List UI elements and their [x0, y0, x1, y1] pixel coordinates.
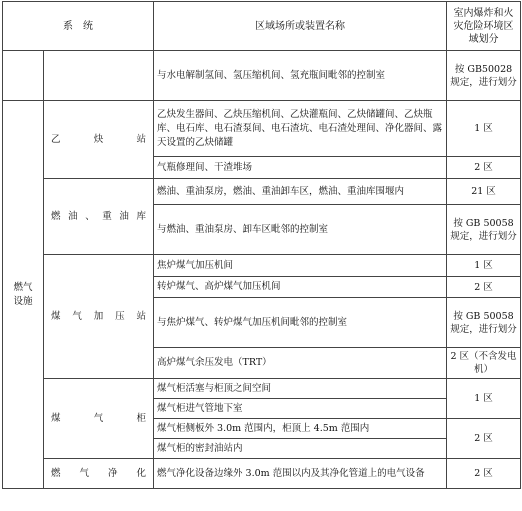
- subsystem-char: 、: [85, 210, 95, 222]
- zone-cell: 2 区: [447, 419, 521, 459]
- subsystem-gas-pressure-station: [44, 255, 154, 379]
- subsystem-char: 燃: [51, 210, 61, 222]
- gas-facility-label-line1: 燃气: [13, 281, 33, 293]
- table-header-row: [3, 2, 521, 51]
- subsystem-char: 乙: [51, 133, 61, 145]
- subsystem-char: 油: [68, 210, 78, 222]
- subsystem-char: 站: [136, 133, 146, 145]
- subsystem-char: 站: [136, 310, 146, 322]
- area-cell: 煤气柜进气管地下室: [154, 399, 447, 419]
- gas-facility-label-line2: 设施: [13, 295, 33, 307]
- subsystem-char: 净: [107, 467, 118, 479]
- subsystem-char: 气: [72, 310, 82, 322]
- subsystem-char: 重: [102, 210, 112, 222]
- zone-cell: 2 区: [447, 157, 521, 179]
- area-cell: 与燃油、重油泵房、卸车区毗邻的控制室: [154, 205, 447, 255]
- zone-cell: 1 区: [447, 379, 521, 419]
- subsystem-char: 油: [119, 210, 129, 222]
- area-cell: 气瓶修理间、干渣堆场: [154, 157, 447, 179]
- table-row: [3, 51, 521, 101]
- subsystem-char: 加: [93, 310, 104, 322]
- area-cell: 煤气柜活塞与柜顶之间空间: [154, 379, 447, 399]
- subsystem-cell-empty: [44, 51, 154, 101]
- table-row: [3, 459, 521, 489]
- subsystem-char: 化: [136, 467, 146, 479]
- subsystem-char: 库: [136, 210, 146, 222]
- area-cell: 燃气净化设备边缘外 3.0m 范围以内及其净化管道上的电气设备: [154, 459, 447, 489]
- zone-cell: 按 GB50028 规定，进行划分: [447, 51, 521, 101]
- zone-cell: 2 区: [447, 277, 521, 298]
- zone-cell: 按 GB 50058 规定，进行划分: [447, 205, 521, 255]
- zone-cell: 21 区: [447, 179, 521, 205]
- header-system: 系 统: [3, 2, 154, 51]
- area-cell: 与焦炉煤气、转炉煤气加压机间毗邻的控制室: [154, 298, 447, 348]
- subsystem-oil-depot: [44, 179, 154, 255]
- area-cell: 转炉煤气、高炉煤气加压机间: [154, 277, 447, 298]
- subsystem-char: 炔: [93, 133, 104, 145]
- subsystem-gas-purification: [44, 459, 154, 489]
- subsystem-acetylene: [44, 101, 154, 179]
- zone-cell: 2 区: [447, 459, 521, 489]
- zone-cell: 按 GB 50058 规定，进行划分: [447, 298, 521, 348]
- area-cell: 燃油、重油泵房，燃油、重油卸车区，燃油、重油库围堰内: [154, 179, 447, 205]
- header-area: 区域场所或装置名称: [154, 2, 447, 51]
- subsystem-char: 燃: [51, 467, 61, 479]
- area-cell: 高炉煤气余压发电（TRT）: [154, 348, 447, 379]
- table-row: [3, 255, 521, 277]
- zone-cell: 1 区: [447, 101, 521, 157]
- subsystem-char: 气: [79, 467, 89, 479]
- area-cell: 煤气柜侧板外 3.0m 范围内，柜顶上 4.5m 范围内: [154, 419, 447, 439]
- subsystem-char: 压: [115, 310, 125, 322]
- area-cell: 与水电解制氢间、氢压缩机间、氢充瓶间毗邻的控制室: [154, 51, 447, 101]
- zone-cell: 1 区: [447, 255, 521, 277]
- subsystem-char: 柜: [136, 412, 146, 424]
- area-cell: 乙炔发生器间、乙炔压缩机间、乙炔灌瓶间、乙炔储罐间、乙炔瓶库、电石库、电石渣泵间、电石渣坑、电石渣处理间、净化器间、露天设置的乙炔储罐: [154, 101, 447, 157]
- area-cell: 焦炉煤气加压机间: [154, 255, 447, 277]
- zone-cell: 2 区（不含发电机）: [447, 348, 521, 379]
- gas-facility-label: [3, 101, 44, 489]
- table-row: [3, 179, 521, 205]
- area-cell: 煤气柜的密封油站内: [154, 439, 447, 459]
- header-zone: 室内爆炸和火灾危险环境区域划分: [447, 2, 521, 51]
- subsystem-char: 煤: [51, 412, 61, 424]
- system-cell-empty: [3, 51, 44, 101]
- subsystem-gas-holder: [44, 379, 154, 459]
- table-row: [3, 101, 521, 157]
- hazard-zone-table: [2, 1, 521, 489]
- subsystem-char: 气: [93, 412, 104, 424]
- subsystem-char: 煤: [51, 310, 61, 322]
- table-row: [3, 379, 521, 399]
